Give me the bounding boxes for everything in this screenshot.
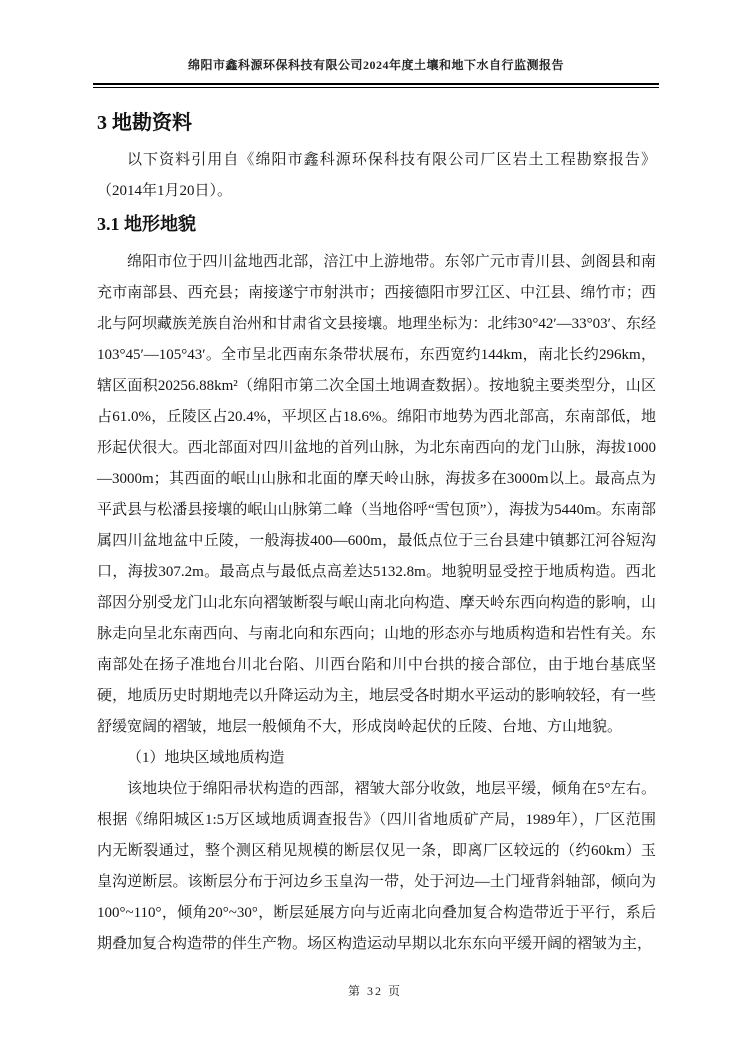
geology-description-paragraph: 该地块位于绵阳帚状构造的西部，褶皱大部分收敛，地层平缓，倾角在5°左右。根据《绵阳城区1:5万区域地质调查报告》（四川省地质矿产局，1989年），厂区范围内无断裂通过，整个测区稍见规模的断层仅见一条，即离厂区较远的（约60km）玉皇沟逆断层。该断层分布于河边乡玉皇沟一带，处于河边—土门垭背斜轴部，倾向为100°~110°，倾角20°~30°，断层延展方向与近南北向叠加复合构造带近于平行，系后期叠加复合构造带的伴生产物。场区构造运动早期以北东东向平缓开阔的褶皱为主， bbox=[97, 781, 656, 952]
header-title: 绵阳市鑫科源环保科技有限公司2024年度土壤和地下水自行监测报告 bbox=[187, 58, 564, 72]
subitem-heading-regional-geology: （1）地块区域地质构造 bbox=[127, 750, 285, 766]
page-header bbox=[93, 0, 659, 88]
terrain-description-paragraph: 绵阳市位于四川盆地西北部，涪江中上游地带。东邻广元市青川县、剑阁县和南充市南部县、西充县；南接遂宁市射洪市；西接德阳市罗江区、中江县、绵竹市；西北与阿坝藏族羌族自治州和甘肃省文县接壤。地理坐标为：北纬30°42′—33°03′、东经103°45′—105°43′。全市呈北西南东条带状展布，东西宽约144km，南北长约296km，辖区面积20256.88km²（绵阳市第二次全国土地调查数据）。按地貌主要类型分，山区占61.0%，丘陵区占20.4%，平坝区占18.6%。绵阳市地势为西北部高，东南部低，地形起伏很大。西北部面对四川盆地的首列山脉，为北东南西向的龙门山脉，海拔1000—3000m；其西面的岷山山脉和北面的摩天岭山脉，海拔多在3000m以上。最高点为平武县与松潘县接壤的岷山山脉第二峰（当地俗呼“雪包顶”），海拔为5440m。东南部属四川盆地盆中丘陵，一般海拔400—600m，最低点位于三台县建中镇郪江河谷短沟口，海拔307.2m。最高点与最低点高差达5132.8m。地貌明显受控于地质构造。西北部因分别受龙门山北东向褶皱断裂与岷山南北向构造、摩天岭东西向构造的影响，山脉走向呈北东南西向、与南北向和东西向；山地的形态亦与地质构造和岩性有关。东南部处在扬子准地台川北台陷、川西台陷和川中台拱的接合部位，由于地台基底坚硬，地质历史时期地壳以升降运动为主，地层受各时期水平运动的影响较轻，有一些舒缓宽阔的褶皱，地层一般倾角不大，形成岗岭起伏的丘陵、台地、方山地貌。 bbox=[97, 254, 656, 735]
header-rule-thin-line bbox=[93, 87, 659, 88]
footer-page-number: 第 32 页 bbox=[347, 984, 402, 998]
document-content bbox=[97, 111, 656, 960]
header-rule bbox=[93, 83, 659, 88]
section-3-heading: 3 地勘资料 bbox=[97, 112, 192, 134]
section-3-intro-paragraph: 以下资料引用自《绵阳市鑫科源环保科技有限公司厂区岩土工程勘察报告》（2014年1月20日）。 bbox=[97, 152, 656, 199]
section-3-1-heading: 3.1 地形地貌 bbox=[97, 214, 196, 234]
